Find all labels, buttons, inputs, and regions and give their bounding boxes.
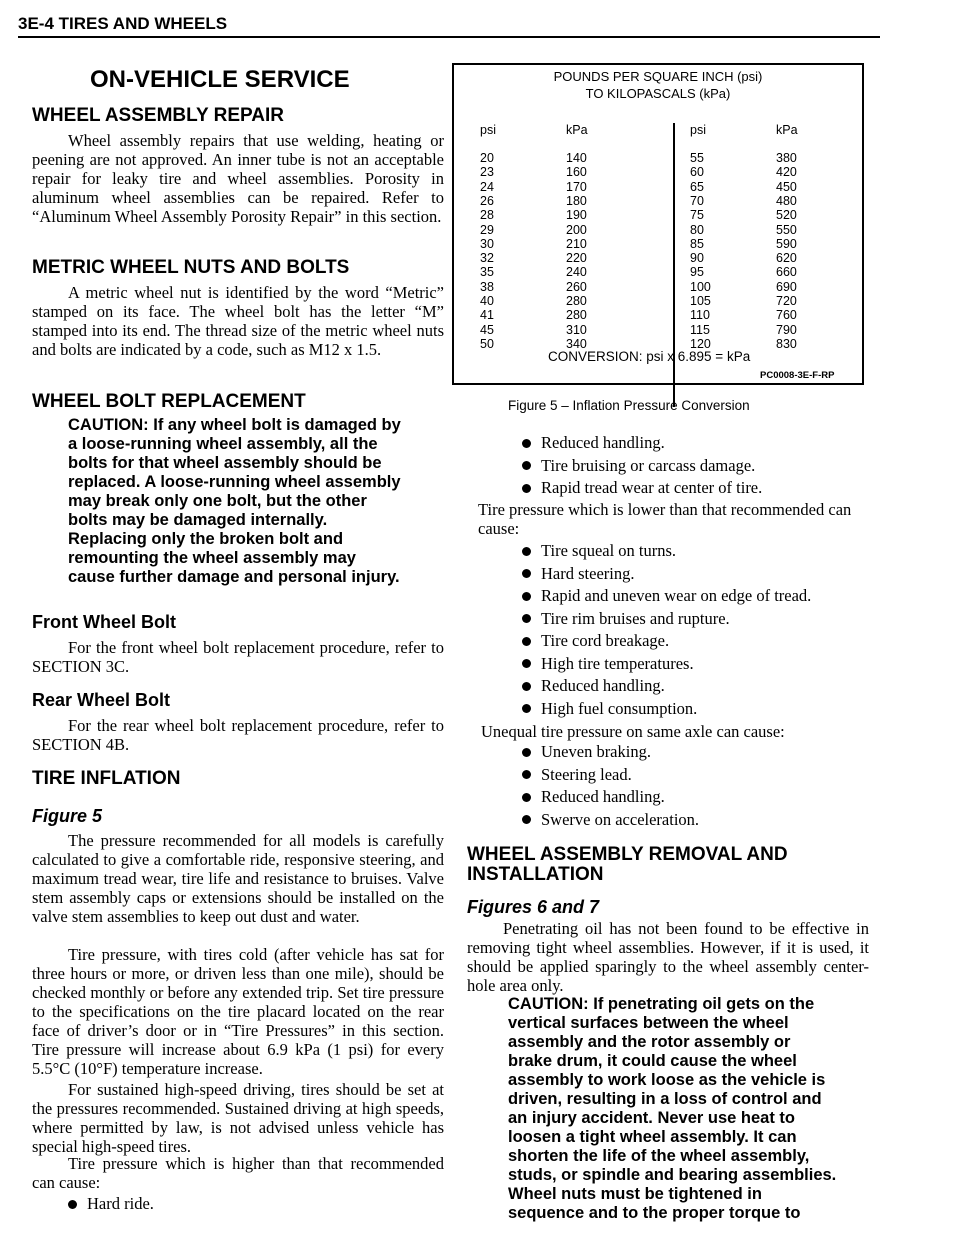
tire-inflation-p1: The pressure recommended for all models is carefully calculated to give a comfortable ride, responsive steering, and maximum tread wear, tire life and resistance to bruises. Valve stem assembly caps or extensions should be installed on the valve stem assemblies to keep out dust and water. xyxy=(32,831,444,926)
list-item: Rapid and uneven wear on edge of tread. xyxy=(522,585,811,608)
removal-heading-line1: WHEEL ASSEMBLY REMOVAL AND xyxy=(467,844,788,865)
table-cell: 210 xyxy=(566,236,587,251)
bullet-icon xyxy=(522,484,531,493)
table-cell: 50 xyxy=(480,336,494,351)
bullet-icon xyxy=(522,682,531,691)
wheel-assembly-repair-heading: WHEEL ASSEMBLY REPAIR xyxy=(32,105,284,126)
wheel-bolt-replacement-heading: WHEEL BOLT REPLACEMENT xyxy=(32,391,306,412)
table-cell: 35 xyxy=(480,265,494,280)
table-cell: 310 xyxy=(566,322,587,337)
bullet-icon xyxy=(522,439,531,448)
table-cell: 220 xyxy=(566,251,587,266)
table-header-cell: psi xyxy=(690,123,706,137)
bullet-icon xyxy=(522,748,531,757)
table-header-cell: kPa xyxy=(566,123,588,137)
table-cell: 65 xyxy=(690,179,704,194)
lower-pressure-intro: Tire pressure which is lower than that recommended can cause: xyxy=(478,500,852,538)
list-item: Reduced handling. xyxy=(522,432,762,455)
bullet-icon xyxy=(522,569,531,578)
figure-code: PC0008-3E-F-RP xyxy=(760,370,835,381)
table-cell: 190 xyxy=(566,208,587,223)
table-cell: 760 xyxy=(776,308,797,323)
list-item: Tire squeal on turns. xyxy=(522,540,811,563)
table-cell: 160 xyxy=(566,165,587,180)
list-item: Steering lead. xyxy=(522,764,699,787)
table-cell: 240 xyxy=(566,265,587,280)
list-item: Reduced handling. xyxy=(522,675,811,698)
front-wheel-bolt-text: For the front wheel bolt replacement procedure, refer to SECTION 3C. xyxy=(32,638,444,676)
table-cell: 110 xyxy=(690,308,710,323)
list-item: Hard steering. xyxy=(522,563,811,586)
hard-ride-list xyxy=(68,1193,154,1216)
bullet-icon xyxy=(522,461,531,470)
table-cell: 70 xyxy=(690,193,704,208)
table-title-line1: POUNDS PER SQUARE INCH (psi) xyxy=(553,69,763,84)
table-cell: 550 xyxy=(776,222,797,237)
unequal-pressure-list xyxy=(522,741,699,831)
table-header-cell: kPa xyxy=(776,123,798,137)
table-cell: 620 xyxy=(776,251,797,266)
table-cell: 41 xyxy=(480,308,494,323)
page-header-title: 3E-4 TIRES AND WHEELS xyxy=(18,14,228,33)
bullet-icon xyxy=(522,704,531,713)
table-cell: 120 xyxy=(690,336,711,351)
table-cell: 55 xyxy=(690,151,704,165)
tire-inflation-p3: For sustained high-speed driving, tires should be set at the pressures recommended. Sustained driving at high speeds, where permitted by law, is not advised unless vehicle has special high-speed tires. xyxy=(32,1080,444,1156)
wheel-bolt-caution: CAUTION: If any wheel bolt is damaged by a loose-running wheel assembly, all the bolts for that wheel assembly should be replaced. A loose-running wheel assembly may break only one bolt, but the other bolts may be damaged internally. Replacing only the broken bolt and remounting the wheel assembly may cause further damage and personal injury. xyxy=(68,416,401,586)
bullet-icon xyxy=(522,592,531,601)
removal-heading-line2: INSTALLATION xyxy=(467,864,604,885)
table-cell: 520 xyxy=(776,208,797,223)
table-cell: 340 xyxy=(566,336,587,351)
table-cell: 100 xyxy=(690,279,711,294)
table-cell: 23 xyxy=(480,165,494,180)
table-header-cell: psi xyxy=(480,123,496,137)
table-cell: 590 xyxy=(776,236,797,251)
table-cell: 28 xyxy=(480,208,494,223)
table-cell: 660 xyxy=(776,265,797,280)
list-item: Tire bruising or carcass damage. xyxy=(522,455,762,478)
table-cell: 80 xyxy=(690,222,704,237)
table-cell: 115 xyxy=(690,322,710,337)
bullet-icon xyxy=(68,1200,77,1209)
removal-text: Penetrating oil has not been found to be effective in removing tight wheel assemblies. However, if it is used, it should be applied sparingly to the wheel assembly center-hole area only. xyxy=(467,919,869,995)
table-cell: 280 xyxy=(566,308,587,323)
list-item: Reduced handling. xyxy=(522,786,699,809)
list-item: Rapid tread wear at center of tire. xyxy=(522,477,762,500)
table-divider xyxy=(673,123,675,407)
table-cell: 380 xyxy=(776,151,797,165)
removal-caution: CAUTION: If penetrating oil gets on the vertical surfaces between the wheel assembly and the rotor assembly or brake drum, it could cause the wheel assembly to work loose as the vehicle is driven, resulting in a loss of control and an injury accident. Never use heat to loosen a tight wheel assembly. It can shorten the life of the wheel assembly, studs, or spindle and bearing assemblies. Wheel nuts must be tightened in sequence and to the proper torque to xyxy=(508,995,837,1222)
list-item: Uneven braking. xyxy=(522,741,699,764)
table-cell: 30 xyxy=(480,236,494,251)
bullet-icon xyxy=(522,614,531,623)
table-cell: 95 xyxy=(690,265,704,280)
table-cell: 790 xyxy=(776,322,797,337)
table-cell: 170 xyxy=(566,179,587,194)
list-item: High fuel consumption. xyxy=(522,698,811,721)
table-cell: 280 xyxy=(566,294,587,308)
rear-wheel-bolt-text: For the rear wheel bolt replacement procedure, refer to SECTION 4B. xyxy=(32,716,444,754)
table-cell: 105 xyxy=(690,294,711,308)
tire-inflation-p4: Tire pressure which is higher than that recommended can cause: xyxy=(32,1154,444,1192)
table-cell: 720 xyxy=(776,294,797,308)
tire-inflation-heading: TIRE INFLATION xyxy=(32,768,181,789)
table-cell: 38 xyxy=(480,279,494,294)
bullet-icon xyxy=(522,815,531,824)
psi-kpa-conversion-table xyxy=(452,63,864,385)
table-cell: 45 xyxy=(480,322,494,337)
metric-heading: METRIC WHEEL NUTS AND BOLTS xyxy=(32,257,350,278)
table-cell: 24 xyxy=(480,179,494,194)
wheel-assembly-repair-text: Wheel assembly repairs that use welding, heating or peening are not approved. An inner tube is not an acceptable repair for leaky tire and wheel assemblies. Porosity in aluminum wheel assemblies can be repaired. Refer to “Aluminum Wheel Assembly Porosity Repair” in this section. xyxy=(32,131,444,226)
figure-5-ref: Figure 5 xyxy=(32,806,103,826)
on-vehicle-service-heading: ON-VEHICLE SERVICE xyxy=(90,66,350,93)
bullet-icon xyxy=(522,547,531,556)
bullet-icon xyxy=(522,770,531,779)
table-cell: 200 xyxy=(566,222,587,237)
figures-6-7-ref: Figures 6 and 7 xyxy=(467,897,600,917)
table-cell: 85 xyxy=(690,236,704,251)
conversion-formula: CONVERSION: psi x 6.895 = kPa xyxy=(548,349,751,364)
bullet-icon xyxy=(522,793,531,802)
list-item: High tire temperatures. xyxy=(522,653,811,676)
table-cell: 32 xyxy=(480,251,494,266)
figure-5-caption: Figure 5 – Inflation Pressure Conversion xyxy=(508,398,750,413)
table-cell: 75 xyxy=(690,208,704,223)
table-cell: 26 xyxy=(480,193,494,208)
table-cell: 420 xyxy=(776,165,797,180)
metric-text: A metric wheel nut is identified by the word “Metric” stamped on its face. The wheel bolt has the letter “M” stamped into its end. The thread size of the metric wheel nuts and bolts are indicated by a code, such as M12 x 1.5. xyxy=(32,283,444,359)
unequal-pressure-intro: Unequal tire pressure on same axle can cause: xyxy=(481,722,785,741)
higher-pressure-list xyxy=(522,432,762,500)
table-cell: 480 xyxy=(776,193,797,208)
table-cell: 830 xyxy=(776,336,797,351)
table-cell: 140 xyxy=(566,151,587,165)
table-cell: 20 xyxy=(480,151,494,165)
list-item: Tire rim bruises and rupture. xyxy=(522,608,811,631)
table-cell: 450 xyxy=(776,179,797,194)
page-header xyxy=(18,14,948,40)
table-cell: 180 xyxy=(566,193,587,208)
bullet-icon xyxy=(522,659,531,668)
table-cell: 90 xyxy=(690,251,704,266)
table-title-line2: TO KILOPASCALS (kPa) xyxy=(585,86,731,101)
table-cell: 260 xyxy=(566,279,587,294)
rear-wheel-bolt-heading: Rear Wheel Bolt xyxy=(32,690,171,710)
front-wheel-bolt-heading: Front Wheel Bolt xyxy=(32,612,176,632)
table-cell: 60 xyxy=(690,165,704,180)
tire-inflation-p2: Tire pressure, with tires cold (after vehicle has sat for three hours or more, or driven less than one mile), should be checked monthly or before any extended trip. Set tire pressure to the specifications on the tire placard located on the rear face of driver’s door or in “Tire Pressures” in this section. Tire pressure will increase about 6.9 kPa (1 psi) for every 5.5°C (10°F) temperature increase. xyxy=(32,945,444,1078)
header-rule xyxy=(18,36,880,38)
table-cell: 29 xyxy=(480,222,494,237)
bullet-icon xyxy=(522,637,531,646)
list-item: Hard ride. xyxy=(68,1193,154,1216)
lower-pressure-list xyxy=(522,540,811,720)
table-cell: 40 xyxy=(480,294,494,308)
table-cell: 690 xyxy=(776,279,797,294)
list-item: Swerve on acceleration. xyxy=(522,809,699,832)
list-item: Tire cord breakage. xyxy=(522,630,811,653)
